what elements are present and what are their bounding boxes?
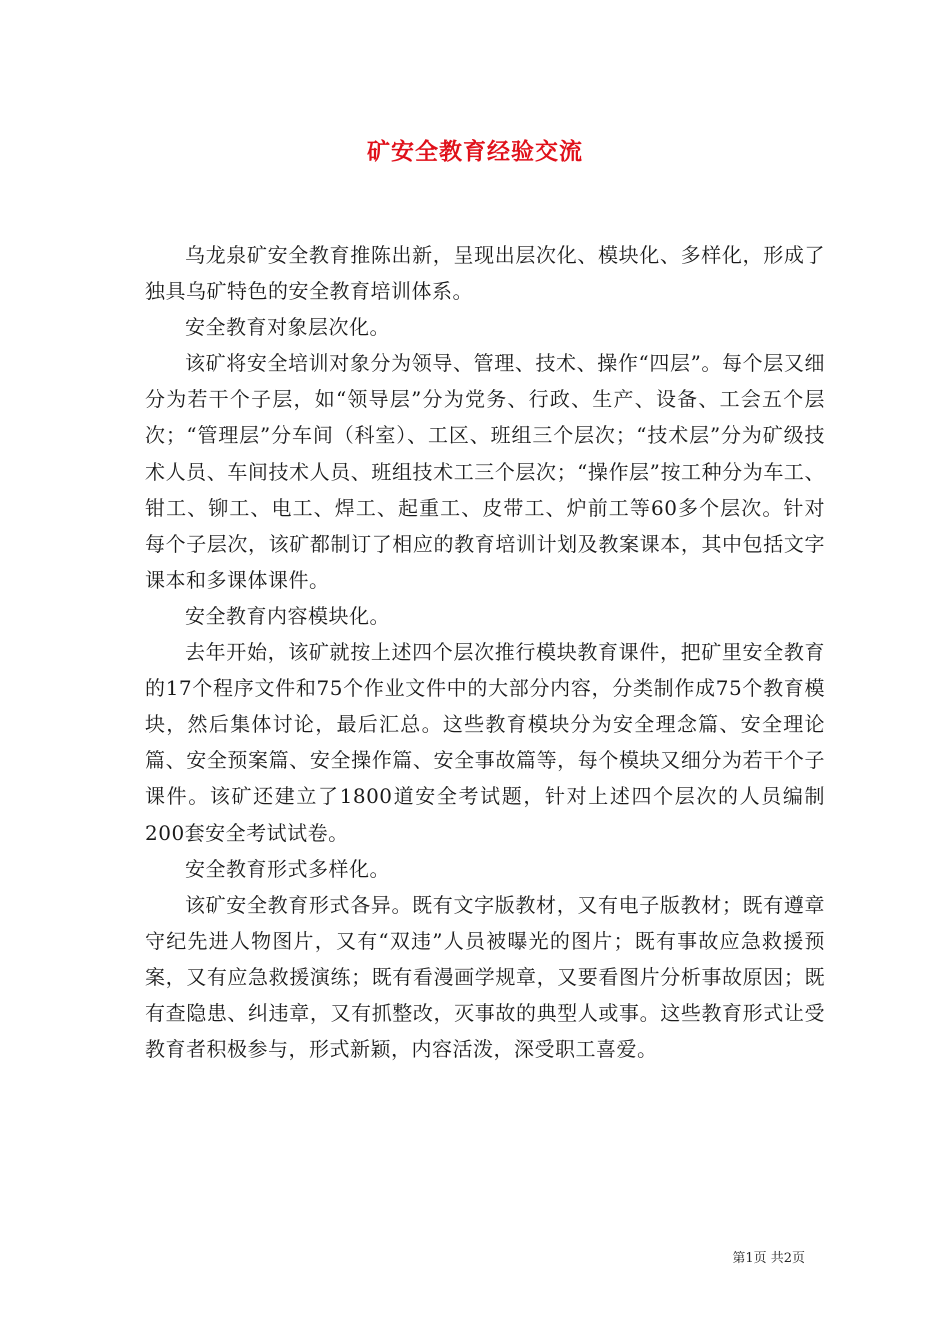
section-heading-forms: 安全教育形式多样化。 — [185, 856, 390, 881]
document-title: 矿安全教育经验交流 — [367, 138, 583, 165]
section-heading-levels: 安全教育对象层次化。 — [185, 315, 390, 340]
page-number-footer: 第1页 共2页 — [732, 1251, 805, 1266]
modules-paragraph: 去年开始，该矿就按上述四个层次推行模块教育课件，把矿里安全教育的17个程序文件和75个作业文件中的大部分内容，分类制作成75个教育模块，然后集体讨论，最后汇总。这些教育模块分为安全理念篇、安全理论篇、安全预案篇、安全操作篇、安全事故篇等，每个模块又细分为若干个子课件。该矿还建立了1800道安全考试题，针对上述四个层次的人员编制200套安全考试试卷。 — [145, 640, 825, 845]
document-body — [145, 237, 825, 1067]
levels-paragraph: 该矿将安全培训对象分为领导、管理、技术、操作“四层”。每个层又细分为若干个子层，如“领导层”分为党务、行政、生产、设备、工会五个层次；“管理层”分车间（科室）、工区、班组三个层次；“技术层”分为矿级技术人员、车间技术人员、班组技术工三个层次；“操作层”按工种分为车工、钳工、铆工、电工、焊工、起重工、皮带工、炉前工等60多个层次。针对每个子层次，该矿都制订了相应的教育培训计划及教案课本，其中包括文字课本和多课体课件。 — [145, 351, 825, 592]
forms-paragraph: 该矿安全教育形式各异。既有文字版教材，又有电子版教材；既有遵章守纪先进人物图片，又有“双违”人员被曝光的图片；既有事故应急救援预案，又有应急救援演练；既有看漫画学规章，又要看图片分析事故原因；既有查隐患、纠违章，又有抓整改，灭事故的典型人或事。这些教育形式让受教育者积极参与，形式新颖，内容活泼，深受职工喜爱。 — [145, 892, 825, 1062]
section-heading-modules: 安全教育内容模块化。 — [185, 603, 390, 628]
intro-paragraph: 乌龙泉矿安全教育推陈出新，呈现出层次化、模块化、多样化，形成了独具乌矿特色的安全教育培训体系。 — [145, 243, 825, 304]
